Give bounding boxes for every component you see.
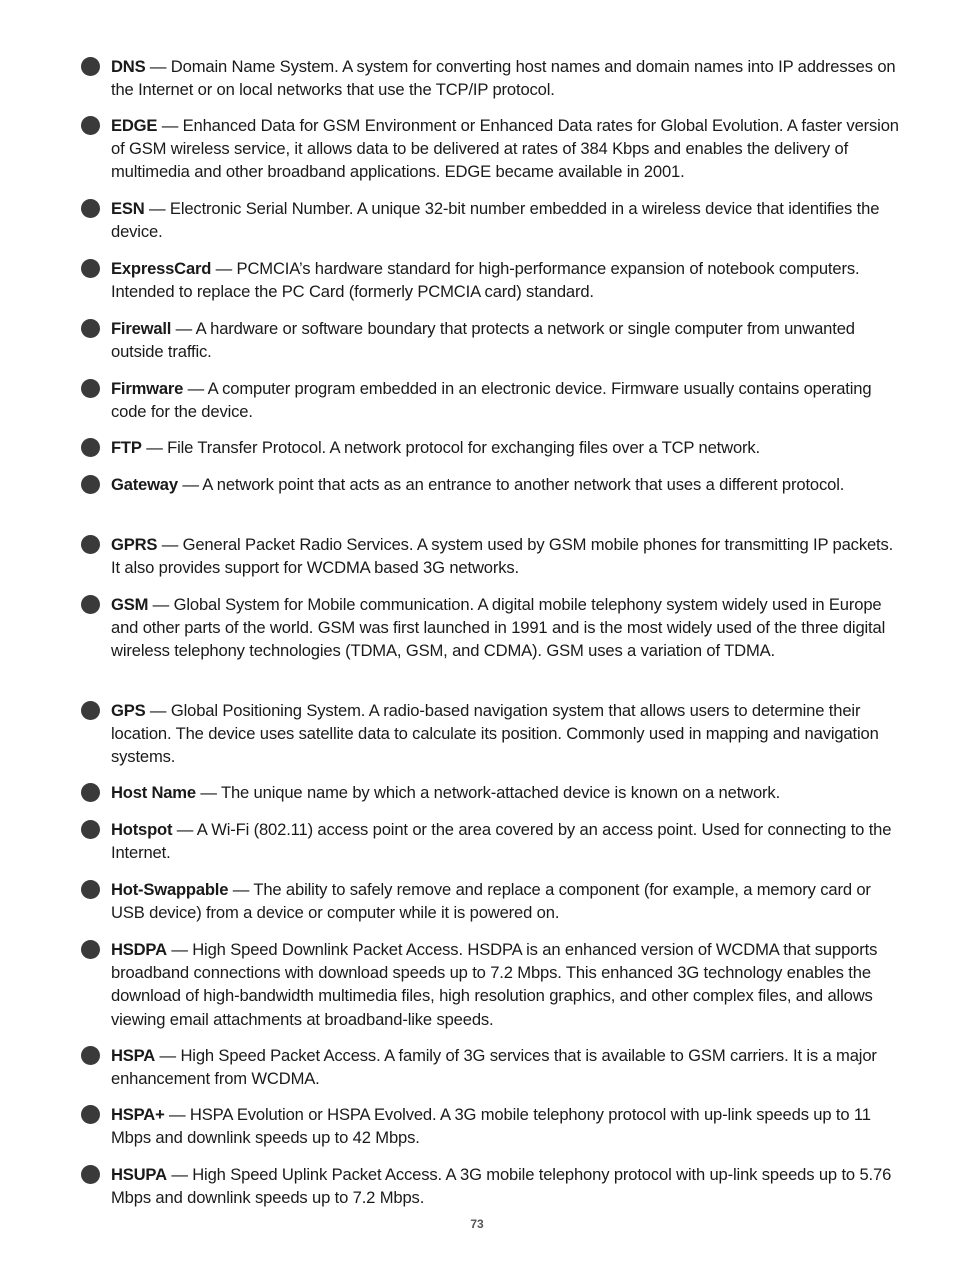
entry-definition: — Enhanced Data for GSM Environment or Enhanced Data rates for Global Evolution. A faster version of GSM wireless service, it allows data to be delivered at rates of 384 Kbps and enables the delivery of multimedia and other broadband applications. EDGE became available in 2001. (111, 116, 899, 182)
entry-definition: — File Transfer Protocol. A network protocol for exchanging files over a TCP network. (141, 438, 761, 457)
entry-definition: — Global System for Mobile communication. A digital mobile telephony system widely used in Europe and other parts of the world. GSM was first launched in 1991 and is the most widely used of the three digital wireless telephony technologies (TDMA, GSM, and CDMA). GSM uses a variation of TDMA. (111, 595, 886, 661)
entry-definition: — A Wi-Fi (802.11) access point or the area covered by an access point. Used for connecting to the Internet. (111, 820, 892, 863)
entry-term: HSUPA (111, 1165, 167, 1184)
entry-term: GSM (111, 595, 149, 614)
bullet-icon (81, 379, 100, 398)
entry-term: DNS (111, 57, 146, 76)
bullet-icon (81, 259, 100, 278)
entry-definition: — Electronic Serial Number. A unique 32-bit number embedded in a wireless device that identifies the device. (111, 199, 880, 242)
entry-text (111, 781, 906, 804)
bullet-icon (81, 1105, 100, 1124)
entry-definition: — General Packet Radio Services. A system used by GSM mobile phones for transmitting IP packets. It also provides support for WCDMA based 3G networks. (111, 535, 894, 578)
entry-definition: — HSPA Evolution or HSPA Evolved. A 3G mobile telephony protocol with up-link speeds up to 11 Mbps and downlink speeds up to 42 Mbps. (111, 1105, 871, 1148)
page-number: 73 (470, 1217, 484, 1231)
bullet-icon (81, 57, 100, 76)
bullet-icon (81, 880, 100, 899)
entry-text (111, 436, 906, 459)
bullet-icon (81, 940, 100, 959)
entry-definition: — The unique name by which a network-attached device is known on a network. (195, 783, 781, 802)
entry-text (111, 593, 906, 663)
entry-term: Hot-Swappable (111, 880, 229, 899)
bullet-icon (81, 783, 100, 802)
entry-text (111, 257, 906, 303)
entry-text (111, 1044, 906, 1090)
bullet-icon (81, 595, 100, 614)
bullet-icon (81, 535, 100, 554)
entry-definition: — A network point that acts as an entrance to another network that uses a different protocol. (177, 475, 845, 494)
entry-term: ExpressCard (111, 259, 212, 278)
bullet-icon (81, 701, 100, 720)
entry-text (111, 818, 906, 864)
entry-definition: — High Speed Uplink Packet Access. A 3G mobile telephony protocol with up-link speeds up to 5.76 Mbps and downlink speeds up to 7.2 Mbps. (111, 1165, 892, 1208)
entry-term: GPRS (111, 535, 158, 554)
entry-definition: — The ability to safely remove and replace a component (for example, a memory card or USB device) from a device or computer while it is powered on. (111, 880, 871, 923)
entry-definition: — High Speed Packet Access. A family of 3G services that is available to GSM carriers. It is a major enhancement from WCDMA. (111, 1046, 877, 1089)
entry-definition: — PCMCIA’s hardware standard for high-performance expansion of notebook computers. Intended to replace the PC Card (formerly PCMCIA card) standard. (111, 259, 860, 302)
entry-term: HSPA (111, 1046, 156, 1065)
entry-term: HSPA+ (111, 1105, 165, 1124)
entry-text (111, 878, 906, 924)
entry-term: FTP (111, 438, 142, 457)
entry-text (111, 473, 906, 496)
entry-definition: — Domain Name System. A system for converting host names and domain names into IP addresses on the Internet or on local networks that use the TCP/IP protocol. (111, 57, 896, 100)
entry-text (111, 317, 906, 363)
entry-text (111, 55, 906, 101)
entry-term: Firewall (111, 319, 172, 338)
entry-term: ESN (111, 199, 145, 218)
entry-term: HSDPA (111, 940, 167, 959)
entry-text (111, 699, 906, 769)
bullet-icon (81, 1165, 100, 1184)
entry-definition: — Global Positioning System. A radio-based navigation system that allows users to determine their location. The device uses satellite data to calculate its position. Commonly used in mapping and navigation systems. (111, 701, 879, 767)
bullet-icon (81, 1046, 100, 1065)
entry-text (111, 938, 906, 1031)
bullet-icon (81, 820, 100, 839)
entry-term: Host Name (111, 783, 196, 802)
entry-term: Hotspot (111, 820, 173, 839)
entry-definition: — High Speed Downlink Packet Access. HSDPA is an enhanced version of WCDMA that supports broadband connections with download speeds up to 7.2 Mbps. This enhanced 3G technology enables the download of high-bandwidth multimedia files, high resolution graphics, and other complex files, and allows viewing email attachments at broadband-like speeds. (111, 940, 878, 1029)
bullet-icon (81, 438, 100, 457)
entry-text (111, 114, 906, 184)
entry-term: GPS (111, 701, 146, 720)
entry-text (111, 1163, 906, 1209)
bullet-icon (81, 319, 100, 338)
entry-text (111, 197, 906, 243)
bullet-icon (81, 475, 100, 494)
entry-term: Gateway (111, 475, 178, 494)
entry-text (111, 533, 906, 579)
entry-text (111, 377, 906, 423)
entry-term: EDGE (111, 116, 158, 135)
entry-text (111, 1103, 906, 1149)
bullet-icon (81, 116, 100, 135)
entry-term: Firmware (111, 379, 184, 398)
bullet-icon (81, 199, 100, 218)
entry-definition: — A computer program embedded in an electronic device. Firmware usually contains operating code for the device. (111, 379, 872, 422)
entry-definition: — A hardware or software boundary that protects a network or single computer from unwanted outside traffic. (111, 319, 855, 362)
